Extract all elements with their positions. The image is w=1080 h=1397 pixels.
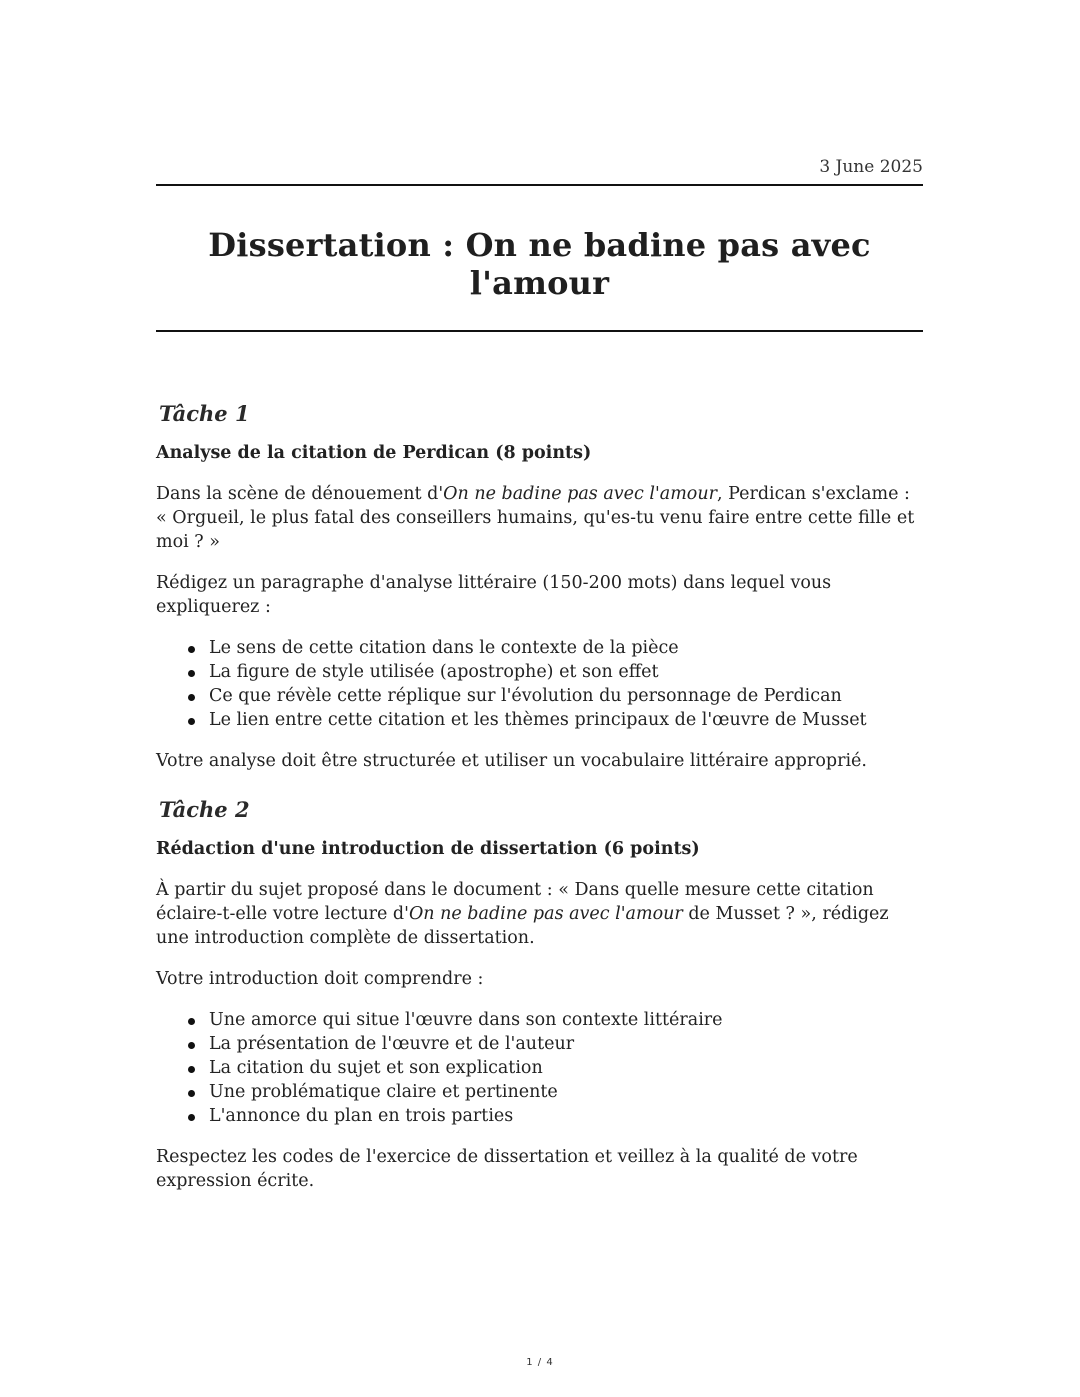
task-1-bullet-list — [156, 636, 923, 732]
task-1-subtitle: Analyse de la citation de Perdican (8 points) — [156, 443, 592, 463]
task-2-intro-work-title: On ne badine pas avec l'amour — [408, 904, 683, 924]
list-item: La citation du sujet et son explication — [156, 1056, 923, 1080]
task-1-heading: Tâche 1 — [159, 401, 250, 426]
document-date: 3 June 2025 — [819, 157, 923, 177]
list-item: Le sens de cette citation dans le contexte de la pièce — [156, 636, 923, 660]
task-2-section — [156, 798, 923, 1193]
task-1-intro-work-title: On ne badine pas avec l'amour — [443, 484, 717, 504]
task-2-intro-after: de Musset ? », rédigez une introduction complète de dissertation. — [156, 904, 889, 948]
task-1-intro — [156, 482, 923, 554]
list-item: Ce que révèle cette réplique sur l'évolution du personnage de Perdican — [156, 684, 923, 708]
task-1-intro-before: Dans la scène de dénouement d' — [156, 484, 444, 504]
document-title: Dissertation : On ne badine pas avec l'amour — [208, 226, 871, 302]
list-item: La figure de style utilisée (apostrophe) et son effet — [156, 660, 923, 684]
header-rule — [156, 184, 923, 186]
task-2-subtitle: Rédaction d'une introduction de dissertation (6 points) — [156, 839, 700, 859]
list-item: Une problématique claire et pertinente — [156, 1080, 923, 1104]
list-item: La présentation de l'œuvre et de l'auteur — [156, 1032, 923, 1056]
list-item: Une amorce qui situe l'œuvre dans son contexte littéraire — [156, 1008, 923, 1032]
title-rule — [156, 330, 923, 332]
task-1-instruction: Rédigez un paragraphe d'analyse littéraire (150-200 mots) dans lequel vous expliquerez : — [156, 573, 832, 617]
task-2-heading: Tâche 2 — [159, 797, 250, 822]
task-2-instruction: Votre introduction doit comprendre : — [156, 969, 484, 989]
task-1-intro-after: , Perdican s'exclame : « Orgueil, le plus fatal des conseillers humains, qu'es-tu venu faire entre cette fille et moi ? » — [156, 484, 915, 552]
task-2-closing: Respectez les codes de l'exercice de dissertation et veillez à la qualité de votre expression écrite. — [156, 1147, 858, 1191]
page-number: 1 / 4 — [526, 1357, 554, 1368]
task-1-closing: Votre analyse doit être structurée et utiliser un vocabulaire littéraire approprié. — [156, 751, 867, 771]
task-2-intro-before: À partir du sujet proposé dans le document : « Dans quelle mesure cette citation éclaire-t-elle votre lecture d' — [156, 880, 874, 924]
task-1-section — [156, 402, 923, 773]
task-2-bullet-list — [156, 1008, 923, 1128]
list-item: Le lien entre cette citation et les thèmes principaux de l'œuvre de Musset — [156, 708, 923, 732]
list-item: L'annonce du plan en trois parties — [156, 1104, 923, 1128]
task-2-intro — [156, 878, 923, 950]
